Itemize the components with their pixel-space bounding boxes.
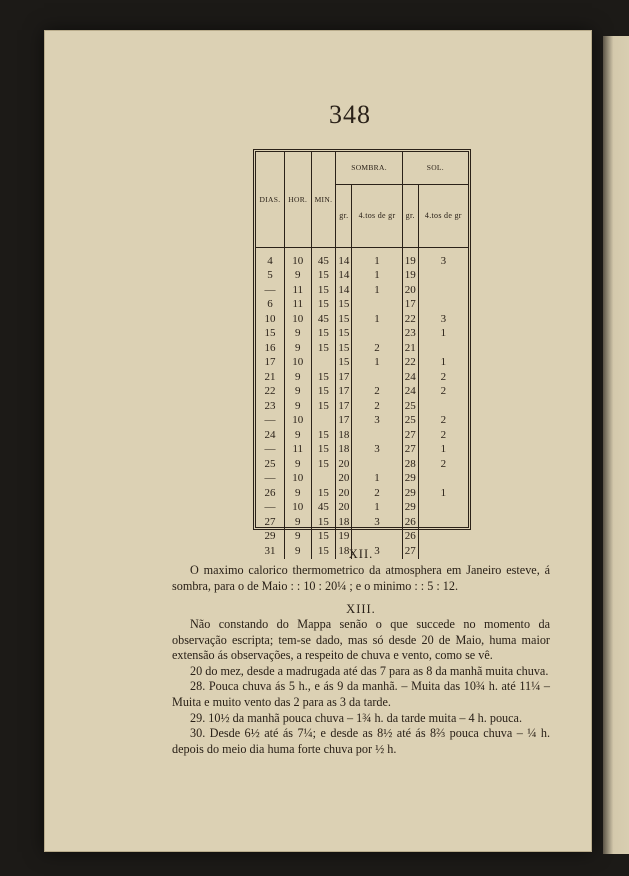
table-cell-sombra-q: 3 bbox=[352, 414, 402, 429]
table-cell-dia: 17 bbox=[264, 356, 276, 369]
table-cell-sol-q bbox=[418, 515, 468, 530]
table-cell-sol-gr: 29 bbox=[402, 486, 418, 501]
table-cell-hor: 9 bbox=[284, 385, 311, 400]
table-row bbox=[256, 312, 468, 327]
table-cell-sombra-q bbox=[352, 530, 402, 545]
table-cell-sombra-gr: 17 bbox=[336, 414, 352, 429]
table-cell-sombra-q: 1 bbox=[352, 472, 402, 487]
table-cell-hor: 9 bbox=[284, 428, 311, 443]
table-cell-sol-gr: 19 bbox=[402, 269, 418, 284]
table-cell-sol-gr: 29 bbox=[402, 501, 418, 516]
table-cell-sombra-q: 3 bbox=[352, 515, 402, 530]
table-cell-sombra-gr: 17 bbox=[336, 385, 352, 400]
table-cell-sombra-gr: 14 bbox=[336, 269, 352, 284]
table-cell-sombra-q: 1 bbox=[352, 312, 402, 327]
table-cell-sombra-gr: 20 bbox=[336, 457, 352, 472]
table-cell-sombra-q: 2 bbox=[352, 399, 402, 414]
table-cell-min: 15 bbox=[311, 486, 336, 501]
table-cell-dia: — bbox=[264, 414, 276, 427]
table-cell-sol-q: 2 bbox=[418, 457, 468, 472]
table-cell-sombra-gr: 18 bbox=[336, 428, 352, 443]
table-cell-sol-q: 2 bbox=[418, 428, 468, 443]
table-cell-dia: 31 bbox=[264, 544, 276, 557]
table-cell-sombra-q bbox=[352, 370, 402, 385]
table-row bbox=[256, 486, 468, 501]
table-cell-sombra-gr: 19 bbox=[336, 530, 352, 545]
header-dias: DIAS. bbox=[256, 152, 284, 248]
table-cell-sombra-gr: 18 bbox=[336, 544, 352, 559]
table-cell-dia: — bbox=[264, 443, 276, 456]
header-sol-quartos: 4.tos de gr bbox=[418, 185, 468, 248]
table-cell-hor: 10 bbox=[284, 501, 311, 516]
table-cell-sombra-gr: 20 bbox=[336, 501, 352, 516]
table-row bbox=[256, 248, 468, 269]
table-cell-min: 45 bbox=[311, 312, 336, 327]
table-cell-sombra-gr: 18 bbox=[336, 443, 352, 458]
table-cell-min: 45 bbox=[311, 248, 336, 269]
section-xiii-paragraph-2: 20 do mez, desde a madrugada até das 7 para as 8 da manhã muita chuva. bbox=[190, 663, 549, 678]
table-cell-min bbox=[311, 356, 336, 371]
table-cell-min bbox=[311, 414, 336, 429]
section-xiii-paragraph-3: 28. Pouca chuva ás 5 h., e ás 9 da manhã. – Muita das 10¾ h. até 11¼ – Muita e muito vento das 2 para as 3 da tarde. bbox=[172, 679, 550, 709]
table-cell-sombra-q bbox=[352, 298, 402, 313]
table-cell-min: 15 bbox=[311, 341, 336, 356]
table-cell-dia: 21 bbox=[264, 370, 276, 383]
section-xii-heading: XII. bbox=[348, 547, 374, 561]
table-cell-sombra-gr: 20 bbox=[336, 472, 352, 487]
table-cell-hor: 10 bbox=[284, 414, 311, 429]
table-cell-sol-q: 1 bbox=[418, 443, 468, 458]
table-cell-dia: 4 bbox=[267, 254, 273, 267]
table-row bbox=[256, 457, 468, 472]
table-cell-sol-gr: 27 bbox=[402, 443, 418, 458]
table-cell-sombra-q: 1 bbox=[352, 501, 402, 516]
table-cell-sol-gr: 25 bbox=[402, 399, 418, 414]
header-sol-gr: gr. bbox=[402, 185, 418, 248]
table-cell-min: 15 bbox=[311, 544, 336, 559]
section-xiii-heading: XIII. bbox=[346, 602, 376, 616]
header-sombra-quartos: 4.tos de gr bbox=[352, 185, 402, 248]
table-cell-sombra-gr: 14 bbox=[336, 283, 352, 298]
table-cell-hor: 10 bbox=[284, 472, 311, 487]
table-cell-sombra-q: 3 bbox=[352, 443, 402, 458]
table-cell-sombra-gr: 15 bbox=[336, 298, 352, 313]
table-row bbox=[256, 399, 468, 414]
table-cell-sol-gr: 17 bbox=[402, 298, 418, 313]
table-row bbox=[256, 385, 468, 400]
table-cell-sol-gr: 27 bbox=[402, 544, 418, 559]
table-cell-min bbox=[311, 472, 336, 487]
table-cell-sol-gr: 27 bbox=[402, 428, 418, 443]
table-row bbox=[256, 501, 468, 516]
table-cell-min: 15 bbox=[311, 269, 336, 284]
table-cell-sol-q bbox=[418, 269, 468, 284]
table-cell-sol-q: 1 bbox=[418, 486, 468, 501]
table-cell-sombra-q bbox=[352, 457, 402, 472]
header-hor: HOR. bbox=[284, 152, 311, 248]
table-cell-hor: 10 bbox=[284, 248, 311, 269]
table-cell-min: 15 bbox=[311, 399, 336, 414]
table-row bbox=[256, 327, 468, 342]
table-cell-sol-q: 2 bbox=[418, 414, 468, 429]
table-cell-dia: 6 bbox=[267, 298, 273, 311]
table-cell-sombra-gr: 15 bbox=[336, 327, 352, 342]
table-cell-min: 15 bbox=[311, 530, 336, 545]
table-cell-hor: 9 bbox=[284, 515, 311, 530]
table-cell-dia: 23 bbox=[264, 399, 276, 412]
table-cell-dia: 24 bbox=[264, 428, 276, 441]
table-cell-sol-q bbox=[418, 283, 468, 298]
table-row bbox=[256, 428, 468, 443]
table-row bbox=[256, 472, 468, 487]
table-cell-sombra-q: 2 bbox=[352, 341, 402, 356]
table-cell-sombra-gr: 14 bbox=[336, 248, 352, 269]
table-cell-hor: 9 bbox=[284, 544, 311, 559]
table-cell-dia: — bbox=[264, 472, 276, 485]
table-cell-sol-q: 3 bbox=[418, 312, 468, 327]
table-cell-hor: 9 bbox=[284, 399, 311, 414]
table-cell-sol-gr: 19 bbox=[402, 248, 418, 269]
table-cell-sombra-q: 1 bbox=[352, 283, 402, 298]
table-cell-min: 15 bbox=[311, 515, 336, 530]
table-row bbox=[256, 515, 468, 530]
page-number: 348 bbox=[329, 100, 371, 129]
table-cell-hor: 9 bbox=[284, 486, 311, 501]
table-cell-sol-q bbox=[418, 298, 468, 313]
facing-page-edge bbox=[603, 36, 629, 854]
table-cell-sombra-q: 1 bbox=[352, 356, 402, 371]
section-xiii-text bbox=[172, 617, 550, 757]
table-cell-dia: — bbox=[264, 283, 276, 296]
table-cell-sol-q bbox=[418, 530, 468, 545]
section-xii-text bbox=[172, 563, 550, 594]
table-cell-min: 15 bbox=[311, 385, 336, 400]
header-sombra-gr: gr. bbox=[336, 185, 352, 248]
table-cell-sombra-gr: 15 bbox=[336, 356, 352, 371]
table-cell-hor: 9 bbox=[284, 530, 311, 545]
table-cell-sol-gr: 26 bbox=[402, 515, 418, 530]
table-cell-sol-q: 2 bbox=[418, 370, 468, 385]
table-cell-dia: 16 bbox=[264, 341, 276, 354]
table-cell-min: 15 bbox=[311, 298, 336, 313]
section-xiii-paragraph-1: Não constando do Mappa senão o que succede no momento da observação escripta; tem-se dado, mas só desde 20 de Maio, huma maior extensão ás observações, a respeito de chuva e vento, como se vê. bbox=[172, 617, 550, 663]
table-cell-sombra-gr: 17 bbox=[336, 370, 352, 385]
table-cell-dia: 25 bbox=[264, 457, 276, 470]
table-cell-sol-gr: 24 bbox=[402, 385, 418, 400]
table-row bbox=[256, 298, 468, 313]
table-cell-sombra-gr: 20 bbox=[336, 486, 352, 501]
table-cell-dia: 10 bbox=[264, 312, 276, 325]
table-cell-min: 15 bbox=[311, 370, 336, 385]
table-cell-sombra-gr: 17 bbox=[336, 399, 352, 414]
table-cell-sombra-q: 1 bbox=[352, 248, 402, 269]
table-cell-sol-gr: 22 bbox=[402, 356, 418, 371]
table-cell-min: 15 bbox=[311, 428, 336, 443]
table-cell-dia: 15 bbox=[264, 327, 276, 340]
table-cell-dia: — bbox=[264, 501, 276, 514]
table-cell-sombra-q bbox=[352, 327, 402, 342]
table-cell-sol-gr: 23 bbox=[402, 327, 418, 342]
table-cell-min: 15 bbox=[311, 443, 336, 458]
section-xiii-paragraph-4: 29. 10½ da manhã pouca chuva – 1¾ h. da tarde muita – 4 h. pouca. bbox=[190, 710, 523, 725]
table-row bbox=[256, 414, 468, 429]
table-cell-min: 15 bbox=[311, 327, 336, 342]
table-cell-dia: 27 bbox=[264, 515, 276, 528]
table-cell-sol-gr: 26 bbox=[402, 530, 418, 545]
table-cell-sol-q: 1 bbox=[418, 356, 468, 371]
table-cell-hor: 11 bbox=[284, 443, 311, 458]
table-cell-min: 15 bbox=[311, 457, 336, 472]
table-cell-sol-gr: 22 bbox=[402, 312, 418, 327]
table-cell-hor: 9 bbox=[284, 370, 311, 385]
table-cell-min: 45 bbox=[311, 501, 336, 516]
table-cell-min: 15 bbox=[311, 283, 336, 298]
section-xii-paragraph: O maximo calorico thermometrico da atmosphera em Janeiro esteve, á sombra, para o de Maio : : 10 : 20¼ ; e o minimo : : 5 : 12. bbox=[172, 563, 550, 593]
table-cell-dia: 29 bbox=[264, 530, 276, 543]
table-cell-sol-q bbox=[418, 472, 468, 487]
table-cell-hor: 11 bbox=[284, 283, 311, 298]
table-cell-sombra-gr: 15 bbox=[336, 312, 352, 327]
table-row bbox=[256, 356, 468, 371]
table-row bbox=[256, 269, 468, 284]
table-cell-hor: 10 bbox=[284, 356, 311, 371]
table-row bbox=[256, 443, 468, 458]
table-row bbox=[256, 370, 468, 385]
table-cell-dia: 5 bbox=[267, 269, 273, 282]
table-cell-sombra-q: 1 bbox=[352, 269, 402, 284]
table-cell-sombra-q: 2 bbox=[352, 385, 402, 400]
table-cell-dia: 22 bbox=[264, 385, 276, 398]
table-cell-sombra-gr: 15 bbox=[336, 341, 352, 356]
header-min: MIN. bbox=[311, 152, 336, 248]
table-cell-sombra-q bbox=[352, 428, 402, 443]
table-cell-sol-gr: 25 bbox=[402, 414, 418, 429]
table-cell-sol-q bbox=[418, 501, 468, 516]
table-row bbox=[256, 283, 468, 298]
table-cell-sol-gr: 20 bbox=[402, 283, 418, 298]
table-cell-dia: 26 bbox=[264, 486, 276, 499]
section-xiii-paragraph-5: 30. Desde 6½ até ás 7¼; e desde as 8½ até ás 8⅔ pouca chuva – ¼ h. depois do meio dia huma forte chuva por ½ h. bbox=[172, 726, 550, 756]
table-cell-hor: 9 bbox=[284, 457, 311, 472]
table-cell-sombra-q: 3 bbox=[352, 544, 402, 559]
table-row bbox=[256, 530, 468, 545]
table-cell-sol-q bbox=[418, 341, 468, 356]
table-cell-sol-gr: 28 bbox=[402, 457, 418, 472]
header-sombra: SOMBRA. bbox=[336, 152, 402, 185]
table-cell-hor: 9 bbox=[284, 341, 311, 356]
table-cell-hor: 10 bbox=[284, 312, 311, 327]
table-cell-sombra-q: 2 bbox=[352, 486, 402, 501]
header-sol: SOL. bbox=[402, 152, 468, 185]
table-cell-sol-q: 3 bbox=[418, 248, 468, 269]
table-cell-sol-q: 1 bbox=[418, 327, 468, 342]
table-cell-sombra-gr: 18 bbox=[336, 515, 352, 530]
table-cell-hor: 11 bbox=[284, 298, 311, 313]
table-cell-hor: 9 bbox=[284, 269, 311, 284]
table-cell-hor: 9 bbox=[284, 327, 311, 342]
table-cell-sol-q: 2 bbox=[418, 385, 468, 400]
table-row bbox=[256, 341, 468, 356]
table-cell-sol-gr: 29 bbox=[402, 472, 418, 487]
table-cell-sol-gr: 21 bbox=[402, 341, 418, 356]
table-cell-sol-gr: 24 bbox=[402, 370, 418, 385]
table-cell-sol-q bbox=[418, 399, 468, 414]
